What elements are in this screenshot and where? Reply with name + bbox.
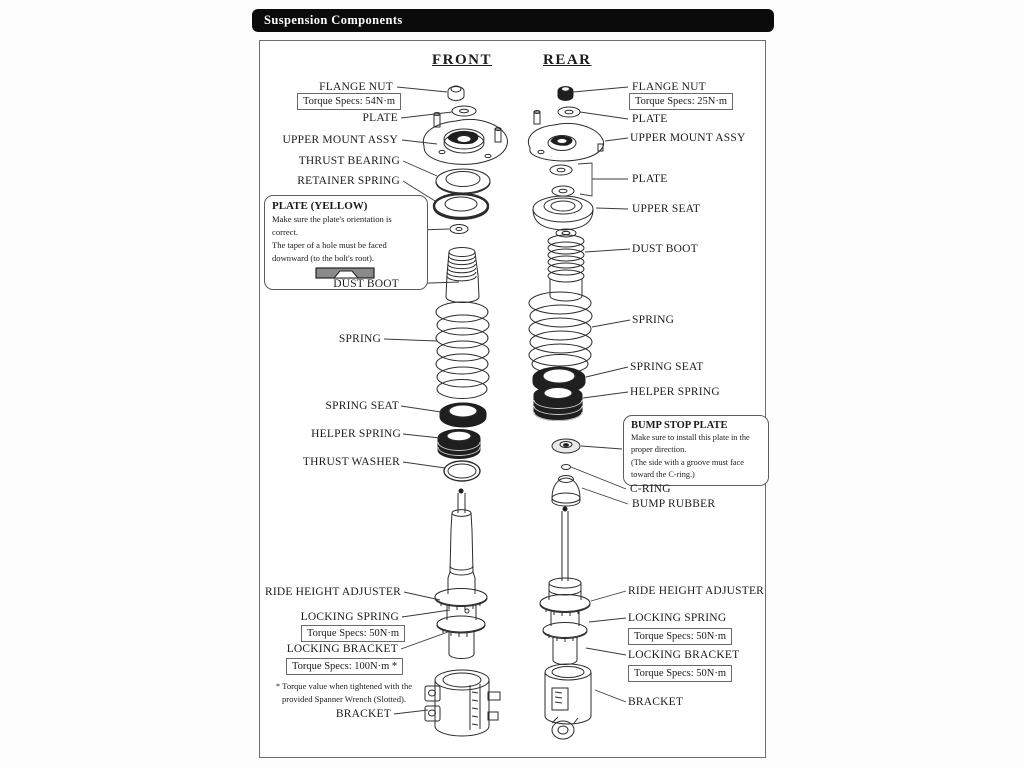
front-plate-drawing [452, 106, 476, 116]
rear-label-ride-height-adjuster: RIDE HEIGHT ADJUSTER [628, 585, 765, 597]
front-spring-drawing [436, 302, 489, 399]
rear-label-bump-rubber: BUMP RUBBER [632, 498, 716, 510]
front-plate-yellow-note [264, 195, 428, 290]
front-label-locking-bracket: LOCKING BRACKET [286, 643, 398, 655]
rear-label-flange-nut: FLANGE NUT [632, 81, 706, 93]
rear-c-ring-drawing [562, 465, 571, 470]
rear-bracket-drawing [545, 664, 591, 739]
front-shock-absorber-drawing [435, 489, 487, 659]
front-label-upper-mount-assy: UPPER MOUNT ASSY [282, 134, 398, 146]
rear-locking-bracket-torque-box: Torque Specs: 50N·m [628, 665, 732, 682]
front-upper-mount-drawing [423, 113, 507, 165]
rear-flange-nut-torque-box: Torque Specs: 25N·m [629, 93, 733, 110]
front-plate-yellow-note-line3: The taper of a hole must be faced [272, 239, 387, 250]
front-torque-footnote-line2: provided Spanner Wrench (Slotted). [281, 693, 407, 704]
rear-upper-mount-drawing [528, 111, 603, 161]
front-label-thrust-washer: THRUST WASHER [302, 456, 400, 468]
rear-assembly-drawing [528, 87, 630, 740]
front-label-helper-spring: HELPER SPRING [311, 428, 401, 440]
front-label-retainer-spring: RETAINER SPRING [297, 175, 400, 187]
front-column-title: FRONT [432, 52, 492, 68]
front-plate-yellow-note-line4: downward (to the bolt's root). [272, 252, 375, 263]
rear-flange-nut-drawing [558, 87, 573, 101]
front-locking-bracket-torque-box: Torque Specs: 100N·m * [286, 658, 403, 675]
front-thrust-bearing-drawing [436, 169, 490, 194]
front-plate-yellow-note-line1: Make sure the plate's orientation is [272, 214, 392, 224]
front-retainer-spring-drawing [434, 194, 488, 219]
front-bracket-drawing [425, 670, 500, 736]
rear-spring-drawing [529, 292, 592, 374]
rear-label-plate: PLATE [632, 113, 668, 125]
rear-label-helper-spring: HELPER SPRING [630, 386, 720, 398]
rear-label-locking-bracket: LOCKING BRACKET [628, 649, 740, 661]
front-label-bracket: BRACKET [335, 708, 391, 720]
front-plate-yellow-note-title: PLATE (YELLOW) [272, 200, 368, 212]
rear-bump-stop-note-line3: (The side with a groove must face [631, 457, 744, 467]
front-label-dust-boot: DUST BOOT [333, 278, 399, 290]
front-helper-spring-drawing [438, 430, 480, 459]
front-label-spring: SPRING [338, 333, 381, 345]
front-spring-seat-drawing [440, 403, 486, 427]
front-label-ride-height-adjuster: RIDE HEIGHT ADJUSTER [264, 586, 401, 598]
rear-bump-stop-note-title: BUMP STOP PLATE [631, 420, 728, 431]
rear-label-bracket: BRACKET [628, 696, 684, 708]
rear-label-upper-mount-assy: UPPER MOUNT ASSY [630, 132, 746, 144]
rear-upper-seat-drawing [533, 196, 593, 230]
rear-label-spring: SPRING [632, 314, 675, 326]
rear-helper-spring-drawing [534, 387, 582, 421]
rear-bump-stop-note-line2: proper direction. [631, 445, 687, 455]
front-label-plate: PLATE [362, 112, 398, 124]
rear-bump-rubber-drawing [552, 476, 580, 507]
rear-plate2-drawing [550, 165, 574, 196]
rear-locking-spring-torque-box: Torque Specs: 50N·m [628, 628, 732, 645]
front-torque-footnote-line1: * Torque value when tightened with the [275, 681, 413, 691]
front-label-thrust-bearing: THRUST BEARING [298, 155, 400, 167]
front-plate-yellow-note-line2: correct. [272, 226, 298, 237]
front-yellow-plate-drawing [450, 225, 468, 234]
front-label-spring-seat: SPRING SEAT [325, 400, 399, 412]
rear-dust-boot-drawing [548, 229, 584, 301]
front-dust-boot-drawing [446, 248, 479, 303]
rear-label-spring-seat: SPRING SEAT [630, 361, 704, 373]
front-label-flange-nut: FLANGE NUT [319, 81, 393, 93]
front-flange-nut-torque-box: Torque Specs: 54N·m [297, 93, 401, 110]
front-locking-spring-torque-box: Torque Specs: 50N·m [301, 625, 405, 642]
rear-label-upper-seat: UPPER SEAT [632, 203, 701, 215]
front-flange-nut-drawing [448, 86, 464, 101]
rear-column-title: REAR [543, 52, 592, 68]
rear-shock-absorber-drawing [540, 507, 590, 665]
rear-bump-stop-note [623, 415, 769, 486]
page-title: Suspension Components [252, 9, 774, 32]
rear-label-dust-boot: DUST BOOT [632, 243, 698, 255]
front-label-locking-spring: LOCKING SPRING [300, 611, 399, 623]
rear-label-plate2: PLATE [632, 173, 668, 185]
rear-bump-stop-plate-drawing [552, 439, 580, 453]
rear-bump-stop-note-line4: toward the C-ring.) [631, 470, 695, 480]
front-torque-footnote [270, 680, 418, 706]
rear-label-c-ring: C-RING [630, 483, 671, 495]
rear-plate-drawing [558, 107, 580, 117]
front-thrust-washer-drawing [444, 461, 480, 481]
rear-bump-stop-note-line1: Make sure to install this plate in the [631, 433, 750, 442]
rear-label-locking-spring: LOCKING SPRING [628, 612, 727, 624]
